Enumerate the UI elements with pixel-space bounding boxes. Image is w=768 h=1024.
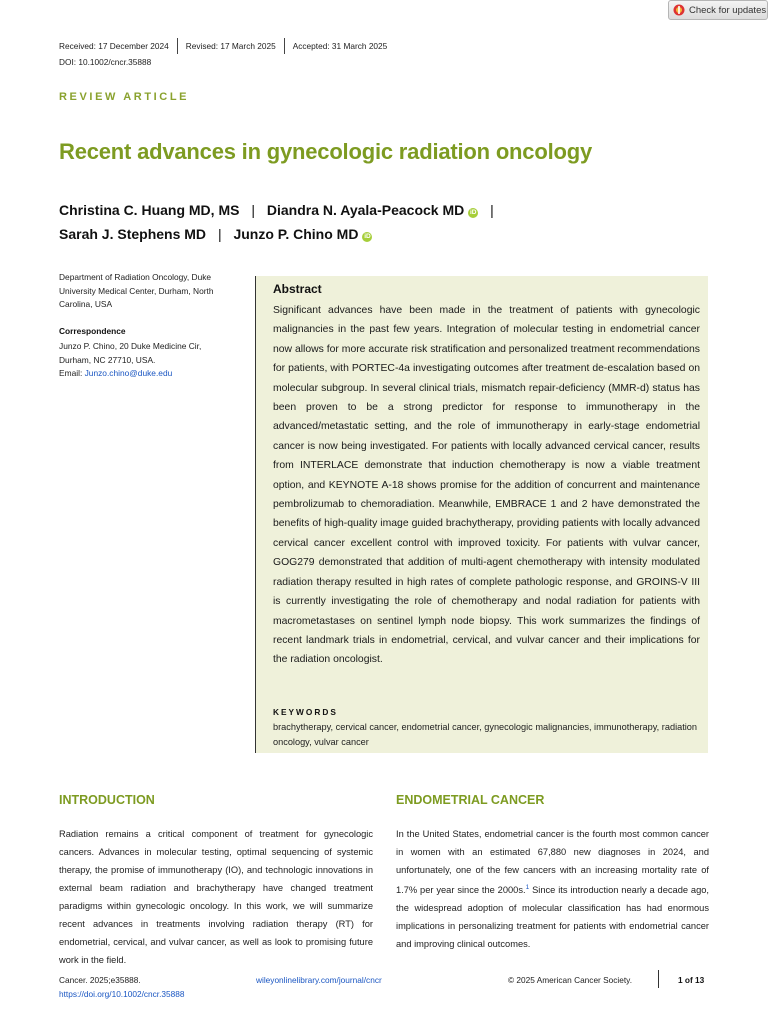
page-number: 1 of 13 [678, 975, 705, 985]
correspondence-city: Durham, NC 27710, USA. [59, 354, 156, 365]
email-link[interactable]: Junzo.chino@duke.edu [84, 368, 173, 379]
author-separator: | [251, 202, 255, 218]
received-date: Received: 17 December 2024 [59, 41, 169, 51]
doi-link[interactable]: https://doi.org/10.1002/cncr.35888 [59, 989, 185, 999]
journal-link[interactable]: wileyonlinelibrary.com/journal/cncr [256, 975, 382, 985]
correspondence-email-line [59, 367, 249, 381]
author-line-1 [59, 198, 502, 222]
author-line-2 [59, 222, 502, 246]
author-name[interactable]: Christina C. Huang MD, MS [59, 202, 240, 218]
introduction-heading: INTRODUCTION [59, 793, 155, 807]
article-type: REVIEW ARTICLE [59, 91, 190, 103]
endometrial-text-part: Since its introduction nearly a decade ago, the widespread adoption of molecular classification has had enormous implications in personalizing treatment for patients with endometrial cancer and improving clinical outcomes. [396, 885, 709, 950]
author-separator: | [490, 202, 494, 218]
reference-link[interactable]: 1 [525, 884, 530, 891]
abstract-heading: Abstract [273, 282, 322, 296]
introduction-text: Radiation remains a critical component of treatment for gynecologic cancers. Advances in molecular testing, optimal sequencing of systemic therapy, the promise of immunotherapy (IO), and technologic innovations in external beam radiation and brachytherapy have changed treatment paradigms within gynecologic oncology. In this work, we will summarize recent advances in treatments involving radiation therapy (RT) for endometrial, cervical, and vulvar cancer, as well as look to promising future work in the field. [59, 829, 373, 965]
correspondence-heading: Correspondence [59, 326, 126, 336]
author-name[interactable]: Sarah J. Stephens MD [59, 226, 207, 242]
divider [177, 38, 178, 54]
endometrial-cancer-heading: ENDOMETRIAL CANCER [396, 793, 545, 807]
author-name[interactable]: Diandra N. Ayala-Peacock MD [266, 202, 465, 218]
doi: DOI: 10.1002/cncr.35888 [59, 57, 152, 67]
footer-divider [658, 970, 659, 988]
keywords-heading: KEYWORDS [273, 707, 338, 717]
orcid-icon[interactable]: iD [364, 233, 371, 240]
endometrial-text-part: In the United States, endometrial cancer is the fourth most common cancer in women with an estimated 67,880 new diagnoses in 2024, and unfortunately, one of the few cancers with an increasing mortality rate of 1.7% per year since the 2000s. [396, 829, 709, 896]
accepted-date: Accepted: 31 March 2025 [292, 41, 388, 51]
publication-dates [59, 38, 387, 54]
article-title: Recent advances in gynecologic radiation oncology [59, 139, 592, 164]
crossmark-icon [673, 4, 685, 16]
endometrial-cancer-text [396, 825, 709, 953]
email-label: Email: [59, 368, 83, 379]
author-name[interactable]: Junzo P. Chino MD [233, 226, 359, 242]
author-list [59, 198, 502, 246]
check-for-updates-button[interactable] [668, 0, 768, 20]
correspondence-name: Junzo P. Chino, 20 Duke Medicine Cir, [59, 341, 202, 351]
abstract-text: Significant advances have been made in the treatment of patients with gynecologic malignancies in the past few years. Integration of molecular testing in endometrial cancer now allows for more accurate risk stratification and personalized treatment recommendations for patients, with PORTEC-4a investigating outcomes after treatment de-escalation based on molecular subgroup. In several clinical trials, mismatch repair-deficiency (MMR-d) status has been proven to be a strong predictor for response to immunotherapy in the advanced/metastatic setting, and the role of immunotherapy in early-stage endometrial cancer is now being investigated. For patients with locally advanced cervical cancer, results from INTERLACE demonstrate that induction chemotherapy is now a viable treatment option, and KEYNOTE A-18 shows promise for the addition of concurrent and maintenance pembrolizumab to chemoradiation. Meanwhile, EMBRACE 1 and 2 have demonstrated the benefits of high-quality image guided brachytherapy, providing patients with locally advanced cervical cancer excellent control with improved toxicity. For patients with vulvar cancer, GOG279 demonstrated that addition of multi-agent chemotherapy with intensity modulated radiation therapy resulted in high rates of complete pathologic response, and GROINS-V III is currently investigating the role of chemotherapy and nodal radiation for patients with macrometastases on sentinel lymph node biopsy. This work summarizes the findings of recent landmark trials in endometrial, cervical, and vulvar cancer and their implications for the radiation oncologist. [273, 305, 700, 666]
affiliation: Department of Radiation Oncology, Duke University Medical Center, Durham, North Carolina, USA [59, 272, 214, 310]
journal-citation: Cancer. 2025;e35888. [59, 975, 141, 985]
keywords-text: brachytherapy, cervical cancer, endometrial cancer, gynecologic malignancies, immunotherapy, radiation oncology, vulvar cancer [273, 722, 698, 747]
check-for-updates-label: Check for updates [689, 4, 767, 16]
author-separator: | [217, 226, 222, 242]
copyright: © 2025 American Cancer Society. [508, 975, 633, 985]
revised-date: Revised: 17 March 2025 [185, 41, 276, 51]
divider [284, 38, 285, 54]
orcid-icon[interactable]: iD [470, 209, 477, 216]
correspondence [59, 340, 249, 381]
